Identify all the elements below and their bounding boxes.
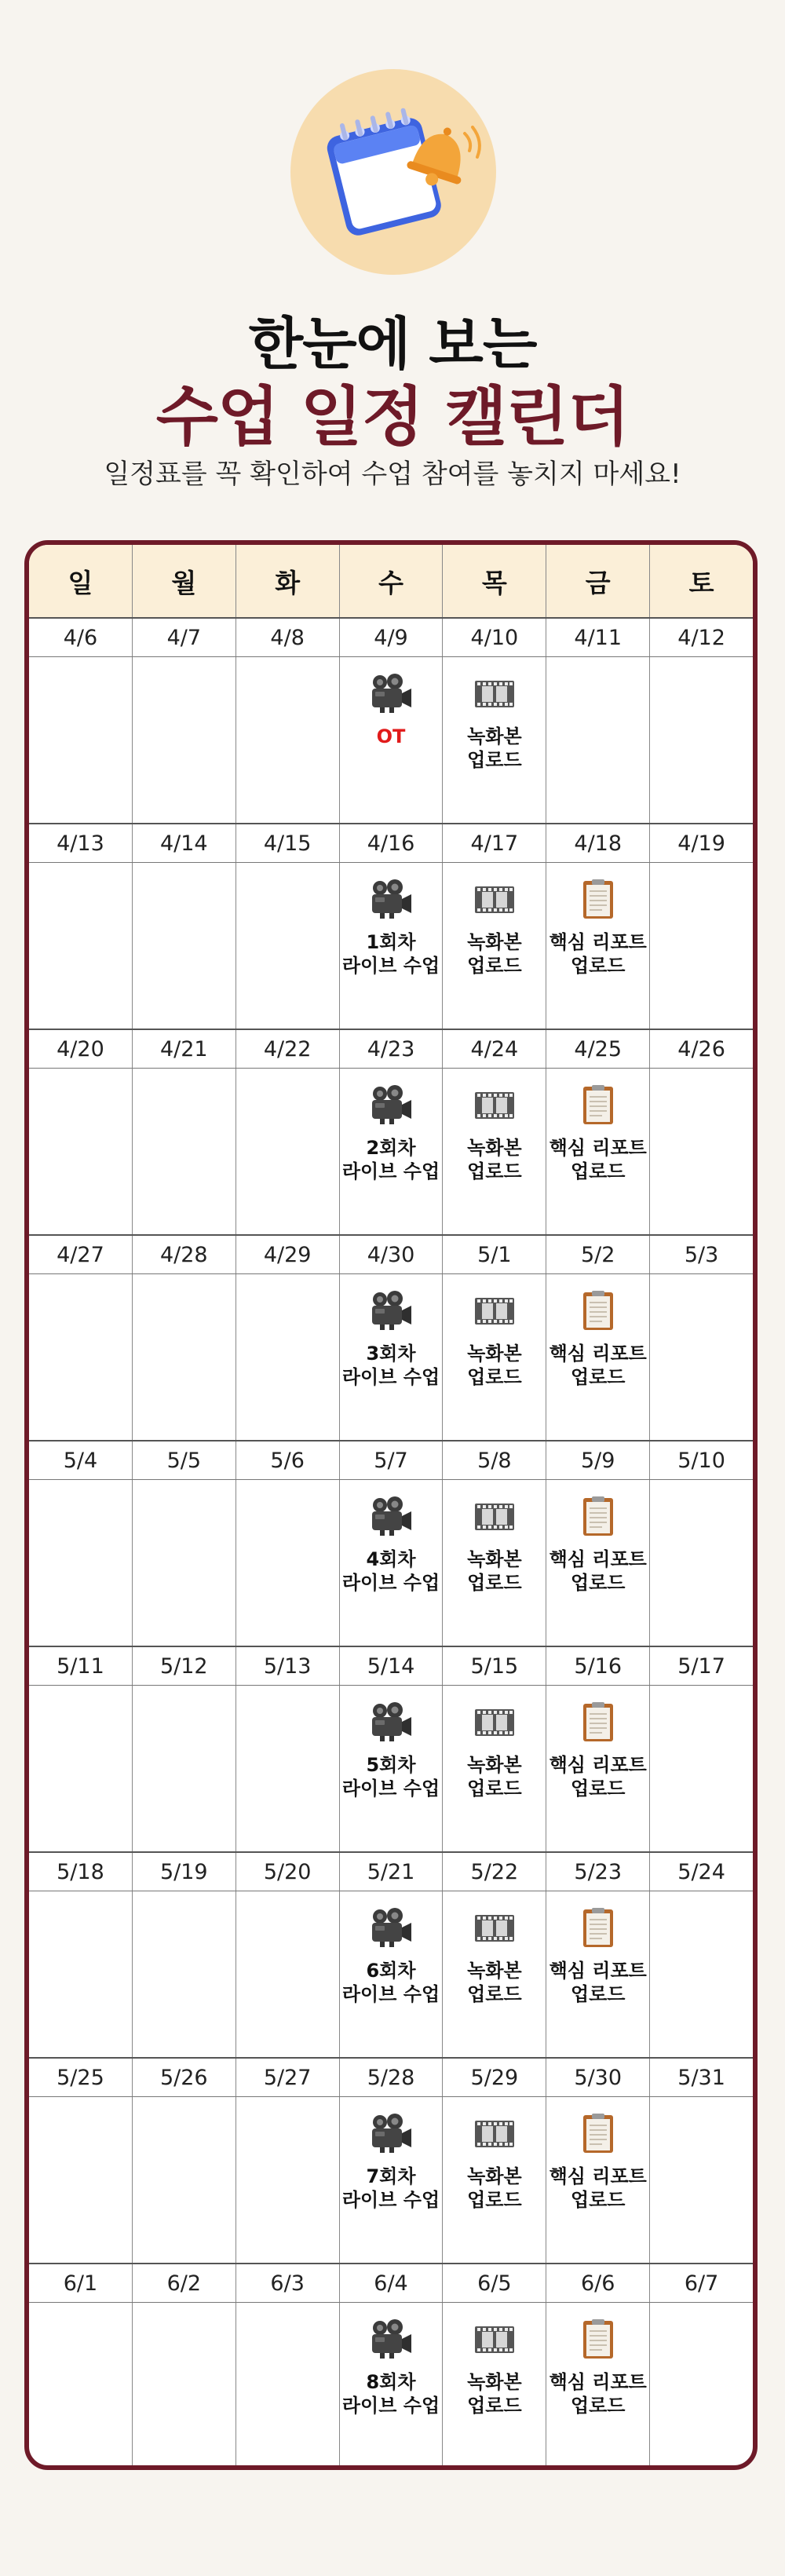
report-upload-label: 핵심 리포트 업로드 (549, 1548, 647, 1594)
film-strip-icon (473, 879, 517, 919)
date-label: 4/25 (546, 1030, 650, 1068)
date-label: 4/24 (443, 1030, 546, 1068)
day-cell (340, 1069, 444, 1234)
date-label: 5/29 (443, 2059, 546, 2096)
day-cell (29, 863, 133, 1029)
date-label: 5/27 (236, 2059, 340, 2096)
movie-camera-icon (369, 673, 413, 714)
report-upload-label: 핵심 리포트 업로드 (549, 1960, 647, 2005)
film-strip-icon (473, 1290, 517, 1331)
day-cell (236, 657, 340, 823)
date-label: 5/15 (443, 1647, 546, 1685)
date-label: 4/27 (29, 1236, 133, 1273)
date-label: 4/17 (443, 824, 546, 862)
report-upload-label: 핵심 리포트 업로드 (549, 2165, 647, 2211)
date-label: 5/24 (677, 1859, 725, 1884)
day-cell (340, 657, 444, 823)
recording-upload-label: 녹화본 업로드 (467, 1548, 522, 1594)
day-cell (443, 1480, 546, 1646)
movie-camera-icon (369, 879, 413, 919)
date-label: 5/30 (546, 2059, 650, 2096)
date-label: 5/19 (133, 1853, 236, 1891)
day-cell (133, 863, 236, 1029)
day-cell (29, 2303, 133, 2470)
calendar-week (29, 1441, 753, 1647)
calendar-week (29, 1030, 753, 1236)
day-cell (133, 1274, 236, 1440)
day-cell (236, 863, 340, 1029)
report-upload-label: 핵심 리포트 업로드 (549, 1754, 647, 1800)
film-strip-icon (473, 1084, 517, 1125)
recording-upload-label: 녹화본 업로드 (467, 1137, 522, 1182)
day-cell (546, 657, 650, 823)
page-subtitle: 일정표를 꼭 확인하여 수업 참여를 놓치지 마세요! (104, 459, 681, 490)
report-upload-label: 핵심 리포트 업로드 (549, 931, 647, 977)
date-label: 4/22 (236, 1030, 340, 1068)
date-label: 4/26 (677, 1036, 725, 1061)
calendar-week (29, 619, 753, 824)
day-cell (546, 1686, 650, 1851)
day-cell (340, 1274, 444, 1440)
day-cell (29, 1069, 133, 1234)
day-cell (546, 1891, 650, 2057)
date-label: 5/26 (133, 2059, 236, 2096)
date-label: 5/21 (340, 1853, 444, 1891)
date-row (29, 619, 753, 657)
weekday-sun: 일 (29, 545, 133, 617)
date-label: 5/7 (340, 1441, 444, 1479)
day-cell (546, 2303, 650, 2470)
day-cell (340, 863, 444, 1029)
date-label: 4/6 (29, 619, 133, 656)
clipboard-report-icon (576, 2318, 620, 2359)
date-label: 5/8 (443, 1441, 546, 1479)
day-cell (650, 657, 753, 823)
clipboard-report-icon (576, 1496, 620, 1536)
date-label: 4/7 (133, 619, 236, 656)
day-cell (133, 2303, 236, 2470)
day-cell (133, 1686, 236, 1851)
recording-upload-label: 녹화본 업로드 (467, 1960, 522, 2005)
weekday-tue: 화 (236, 545, 340, 617)
date-label: 4/29 (236, 1236, 340, 1273)
report-upload-label: 핵심 리포트 업로드 (549, 2371, 647, 2417)
date-label: 4/21 (133, 1030, 236, 1068)
date-label: 5/28 (340, 2059, 444, 2096)
date-label: 4/14 (133, 824, 236, 862)
date-label: 4/10 (443, 619, 546, 656)
live-class-label: 6회차 라이브 수업 (341, 1960, 440, 2005)
date-label: 4/30 (340, 1236, 444, 1273)
weekday-fri: 금 (546, 545, 650, 617)
day-cell (443, 863, 546, 1029)
day-cell (443, 1891, 546, 2057)
day-cell (29, 1274, 133, 1440)
page-title-line1: 한눈에 보는 (248, 311, 537, 377)
date-row (29, 1441, 753, 1480)
recording-upload-label: 녹화본 업로드 (467, 1754, 522, 1800)
date-label: 5/3 (684, 1242, 719, 1267)
calendar-week (29, 2264, 753, 2470)
recording-upload-label: 녹화본 업로드 (467, 1343, 522, 1388)
day-cell (133, 657, 236, 823)
day-cell (236, 1891, 340, 2057)
date-label: 5/4 (29, 1441, 133, 1479)
weekday-sat: 토 (688, 567, 714, 598)
event-row (29, 1069, 753, 1234)
recording-upload-label: 녹화본 업로드 (467, 2371, 522, 2417)
date-label: 4/20 (29, 1030, 133, 1068)
live-class-label: 7회차 라이브 수업 (341, 2165, 440, 2211)
day-cell (650, 1891, 753, 2057)
day-cell (340, 1891, 444, 2057)
clipboard-report-icon (576, 2113, 620, 2154)
date-label: 6/7 (684, 2271, 719, 2296)
date-label: 5/10 (677, 1448, 725, 1473)
recording-upload-label: 녹화본 업로드 (467, 725, 522, 771)
live-class-label: 5회차 라이브 수업 (341, 1754, 440, 1800)
date-label: 4/18 (546, 824, 650, 862)
calendar-week (29, 1236, 753, 1441)
date-label: 5/25 (29, 2059, 133, 2096)
day-cell (29, 1686, 133, 1851)
day-cell (340, 2303, 444, 2470)
weekday-thu: 목 (443, 545, 546, 617)
date-label: 4/16 (340, 824, 444, 862)
date-label: 4/28 (133, 1236, 236, 1273)
day-cell (443, 1686, 546, 1851)
date-label: 5/12 (133, 1647, 236, 1685)
date-label: 5/11 (29, 1647, 133, 1685)
weekday-header (29, 545, 753, 619)
date-row (29, 1030, 753, 1069)
event-row (29, 2097, 753, 2263)
report-upload-label: 핵심 리포트 업로드 (549, 1343, 647, 1388)
date-row (29, 2264, 753, 2303)
date-label: 4/11 (546, 619, 650, 656)
day-cell (443, 1274, 546, 1440)
day-cell (546, 863, 650, 1029)
date-label: 4/12 (677, 625, 725, 650)
day-cell (29, 657, 133, 823)
date-label: 5/22 (443, 1853, 546, 1891)
clipboard-report-icon (576, 1701, 620, 1742)
event-row (29, 2303, 753, 2470)
report-upload-label: 핵심 리포트 업로드 (549, 1137, 647, 1182)
weekday-mon: 월 (133, 545, 236, 617)
event-row (29, 657, 753, 823)
live-class-label: 4회차 라이브 수업 (341, 1548, 440, 1594)
date-label: 4/19 (677, 831, 725, 856)
date-label: 5/6 (236, 1441, 340, 1479)
calendar-week (29, 1647, 753, 1853)
recording-upload-label: 녹화본 업로드 (467, 931, 522, 977)
event-row (29, 1686, 753, 1851)
weekday-wed: 수 (340, 545, 444, 617)
date-label: 4/23 (340, 1030, 444, 1068)
day-cell (236, 1686, 340, 1851)
date-label: 4/9 (340, 619, 444, 656)
day-cell (133, 1891, 236, 2057)
page-title-line2: 수업 일정 캘린더 (155, 380, 630, 455)
day-cell (29, 2097, 133, 2263)
film-strip-icon (473, 673, 517, 714)
date-label: 5/1 (443, 1236, 546, 1273)
date-label: 5/23 (546, 1853, 650, 1891)
day-cell (133, 1480, 236, 1646)
event-row (29, 1480, 753, 1646)
calendar-week (29, 824, 753, 1030)
live-class-label: 1회차 라이브 수업 (341, 931, 440, 977)
day-cell (546, 2097, 650, 2263)
day-cell (236, 1480, 340, 1646)
date-label: 6/2 (133, 2264, 236, 2302)
date-label: 4/13 (29, 824, 133, 862)
calendar-week (29, 1853, 753, 2059)
class-calendar (24, 540, 758, 2470)
day-cell (443, 657, 546, 823)
date-label: 5/17 (677, 1653, 725, 1679)
day-cell (340, 1480, 444, 1646)
clipboard-report-icon (576, 1084, 620, 1125)
day-cell (133, 1069, 236, 1234)
date-label: 5/14 (340, 1647, 444, 1685)
movie-camera-icon (369, 1907, 413, 1948)
live-class-label: 3회차 라이브 수업 (341, 1343, 440, 1388)
date-label: 6/4 (340, 2264, 444, 2302)
live-class-label: 8회차 라이브 수업 (341, 2371, 440, 2417)
event-row (29, 863, 753, 1029)
clipboard-report-icon (576, 879, 620, 919)
day-cell (650, 1686, 753, 1851)
date-label: 4/15 (236, 824, 340, 862)
movie-camera-icon (369, 1290, 413, 1331)
day-cell (443, 2097, 546, 2263)
day-cell (29, 1480, 133, 1646)
film-strip-icon (473, 2318, 517, 2359)
film-strip-icon (473, 1907, 517, 1948)
date-label: 4/8 (236, 619, 340, 656)
calendar-week (29, 2059, 753, 2264)
date-row (29, 824, 753, 863)
live-class-label: 2회차 라이브 수업 (341, 1137, 440, 1182)
date-label: 5/9 (546, 1441, 650, 1479)
live-class-label: OT (376, 725, 406, 747)
recording-upload-label: 녹화본 업로드 (467, 2165, 522, 2211)
day-cell (546, 1480, 650, 1646)
day-cell (236, 1274, 340, 1440)
hero-illustration (290, 69, 496, 275)
day-cell (650, 2303, 753, 2470)
movie-camera-icon (369, 1496, 413, 1536)
date-label: 6/5 (443, 2264, 546, 2302)
day-cell (236, 2303, 340, 2470)
day-cell (650, 1274, 753, 1440)
film-strip-icon (473, 1701, 517, 1742)
day-cell (340, 2097, 444, 2263)
date-label: 6/6 (546, 2264, 650, 2302)
date-label: 6/1 (29, 2264, 133, 2302)
day-cell (650, 1480, 753, 1646)
date-row (29, 1647, 753, 1686)
movie-camera-icon (369, 1701, 413, 1742)
day-cell (546, 1274, 650, 1440)
date-label: 5/31 (677, 2065, 725, 2090)
film-strip-icon (473, 2113, 517, 2154)
date-label: 5/13 (236, 1647, 340, 1685)
date-row (29, 1236, 753, 1274)
calendar-bell-icon (290, 69, 496, 275)
date-label: 5/20 (236, 1853, 340, 1891)
movie-camera-icon (369, 2113, 413, 2154)
day-cell (236, 2097, 340, 2263)
day-cell (650, 1069, 753, 1234)
clipboard-report-icon (576, 1290, 620, 1331)
movie-camera-icon (369, 1084, 413, 1125)
date-label: 5/5 (133, 1441, 236, 1479)
movie-camera-icon (369, 2318, 413, 2359)
film-strip-icon (473, 1496, 517, 1536)
date-row (29, 2059, 753, 2097)
day-cell (546, 1069, 650, 1234)
day-cell (29, 1891, 133, 2057)
date-row (29, 1853, 753, 1891)
date-label: 6/3 (236, 2264, 340, 2302)
event-row (29, 1274, 753, 1440)
date-label: 5/16 (546, 1647, 650, 1685)
clipboard-report-icon (576, 1907, 620, 1948)
day-cell (236, 1069, 340, 1234)
day-cell (133, 2097, 236, 2263)
day-cell (650, 2097, 753, 2263)
event-row (29, 1891, 753, 2057)
day-cell (650, 863, 753, 1029)
date-label: 5/18 (29, 1853, 133, 1891)
date-label: 5/2 (546, 1236, 650, 1273)
day-cell (340, 1686, 444, 1851)
day-cell (443, 2303, 546, 2470)
day-cell (443, 1069, 546, 1234)
